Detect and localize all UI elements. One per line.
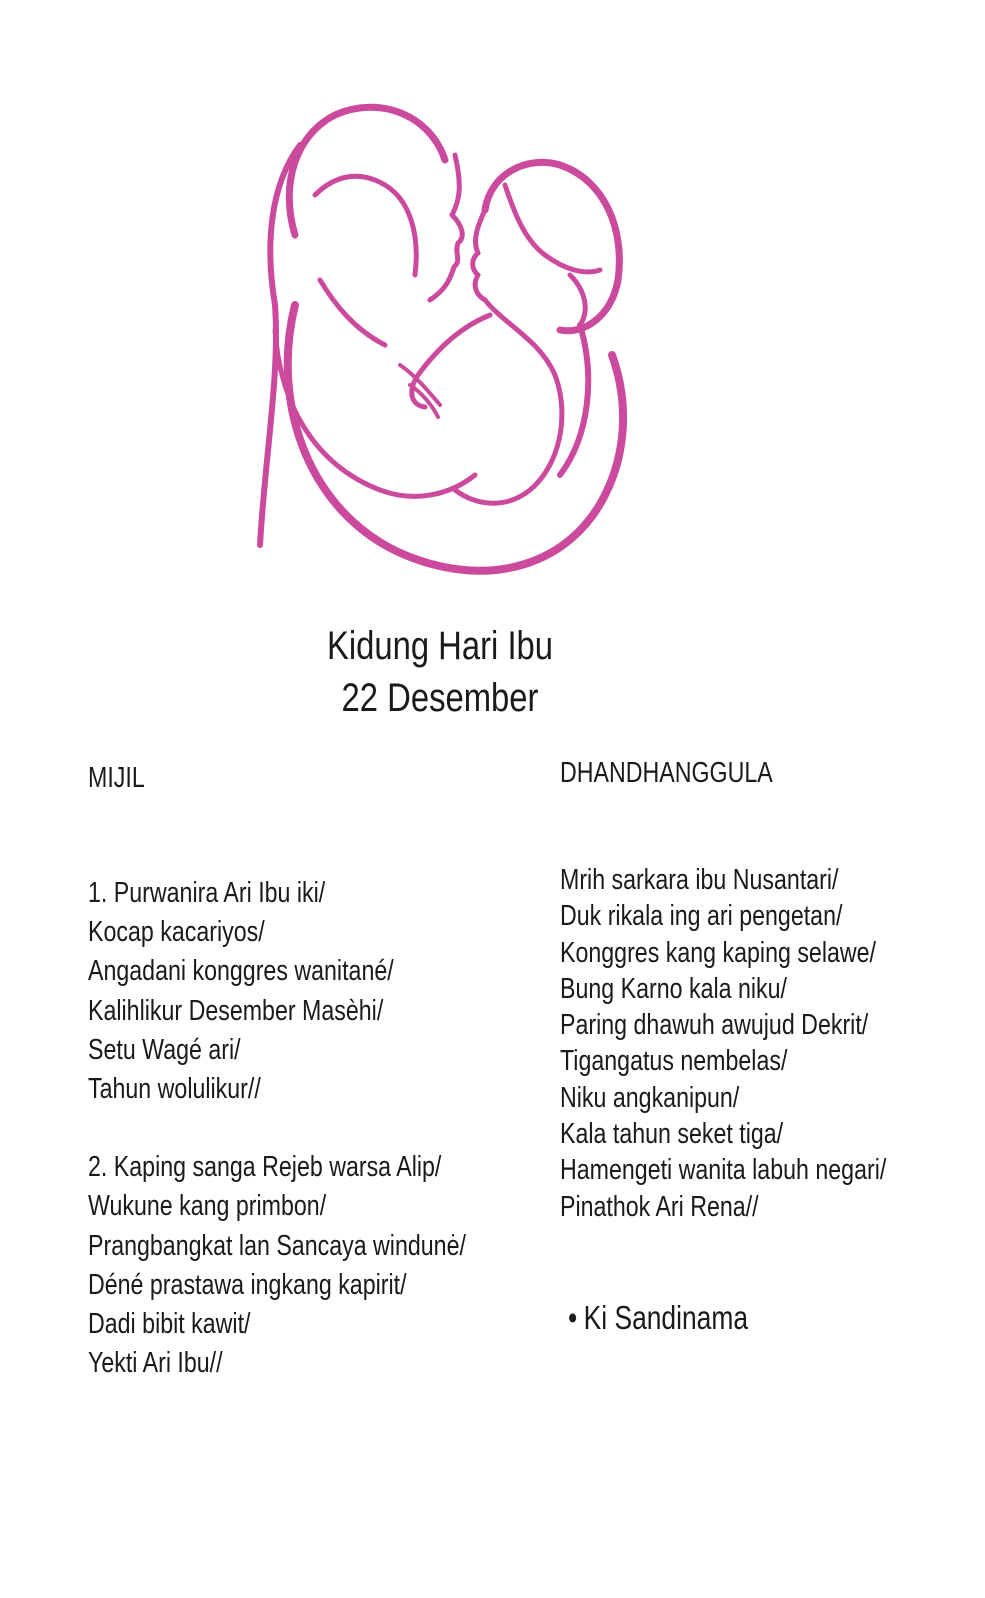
page-subtitle-date: 22 Desember xyxy=(341,676,539,720)
poem-line: Pinathok Ari Rena// xyxy=(560,1190,759,1223)
left-column-poem xyxy=(88,762,560,1383)
poem-line: Kocap kacariyos/ xyxy=(88,916,265,949)
poem-line: Prangbangkat lan Sancaya windunė/ xyxy=(88,1229,466,1262)
poem-line: Hamengeti wanita labuh negari/ xyxy=(560,1154,887,1187)
poem-line: Yekti Ari Ibu// xyxy=(88,1347,223,1380)
author-signature xyxy=(568,1299,748,1337)
poem-line: Kalihlikur Desember Masèhi/ xyxy=(88,994,384,1027)
bullet-icon: • xyxy=(568,1299,578,1336)
right-column-heading: DHANDHANGGULA xyxy=(560,757,773,789)
poem-line: Bung Karno kala niku/ xyxy=(560,972,787,1005)
poem-line: Paring dhawuh awujud Dekrit/ xyxy=(560,1009,869,1042)
poem-line: 2. Kaping sanga Rejeb warsa Alip/ xyxy=(88,1151,442,1184)
poem-line: Setu Wagé ari/ xyxy=(88,1033,241,1066)
mother-child-logo-icon xyxy=(240,75,670,605)
poem-line: Tahun wolulikur// xyxy=(88,1073,261,1106)
poem-line: Angadani konggres wanitané/ xyxy=(88,955,394,988)
stanza-2 xyxy=(88,1148,560,1383)
poem-line: Dadi bibit kawit/ xyxy=(88,1308,251,1341)
poem-line: Duk rikala ing ari pengetan/ xyxy=(560,900,843,933)
stanza-1 xyxy=(88,874,560,1109)
page-title: Kidung Hari Ibu xyxy=(326,624,554,668)
poem-line: Kala tahun seket tiga/ xyxy=(560,1118,784,1151)
right-column-poem xyxy=(560,757,968,1225)
poem-line: Konggres kang kaping selawe/ xyxy=(560,936,876,969)
poem-line: Wukune kang primbon/ xyxy=(88,1190,327,1223)
author-name: Ki Sandinama xyxy=(583,1299,749,1336)
stanza-dhandhanggula xyxy=(560,862,968,1225)
title-block xyxy=(0,620,880,724)
poem-line: Tigangatus nembelas/ xyxy=(560,1045,788,1078)
left-column-heading: MIJIL xyxy=(88,762,145,794)
poem-line: Niku angkanipun/ xyxy=(560,1081,740,1114)
poem-line: 1. Purwanira Ari Ibu iki/ xyxy=(88,877,326,909)
poem-line: Mrih sarkara ibu Nusantari/ xyxy=(560,864,839,896)
poem-line: Déné prastawa ingkang kapirit/ xyxy=(88,1268,407,1301)
